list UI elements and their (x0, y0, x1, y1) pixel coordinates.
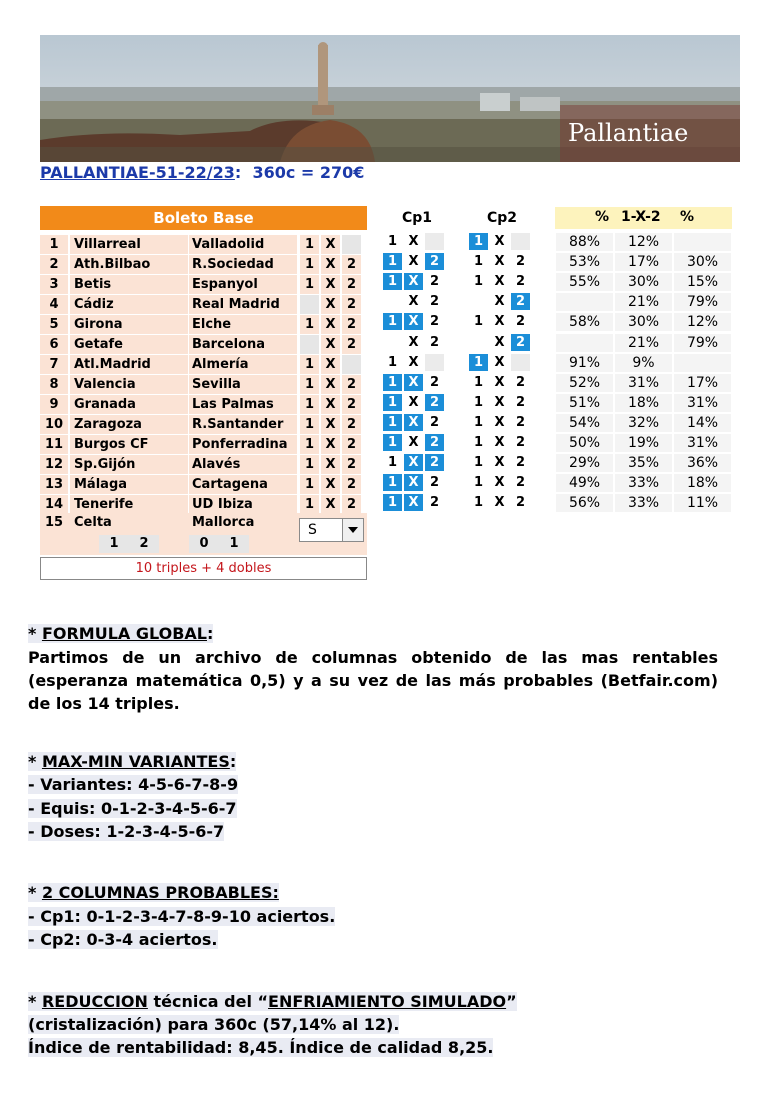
away-team: Sevilla (189, 375, 297, 394)
cp2-header: Cp2 (487, 210, 518, 226)
home-team: Sp.Gijón (70, 455, 188, 474)
cp1-cell: 2 (425, 334, 444, 351)
chevron-down-icon[interactable] (342, 519, 363, 541)
cp2-cell: X (490, 273, 509, 290)
row-number: 13 (40, 475, 68, 494)
cp1-cell: 1 (383, 313, 402, 330)
cp1-cell: 2 (425, 273, 444, 290)
boleto-row (40, 335, 367, 354)
boleto-row (40, 375, 367, 394)
cp1-cell: X (404, 233, 423, 250)
boleto-row (40, 275, 367, 294)
pct-home (556, 334, 613, 352)
pct-away: 11% (674, 494, 731, 512)
sign-2-cell[interactable]: 2 (342, 435, 361, 454)
cp1-cell: 2 (425, 293, 444, 310)
home-team: Getafe (70, 335, 188, 354)
cp2-cell: X (490, 374, 509, 391)
away-team: Ponferradina (189, 435, 297, 454)
pct-away (674, 233, 731, 251)
pct-draw: 32% (615, 414, 672, 432)
cp1-cell: X (404, 354, 423, 371)
pleno-select[interactable] (299, 518, 364, 542)
home-team: Tenerife (70, 495, 188, 514)
cp2-cell: 1 (469, 354, 488, 371)
away-team: Las Palmas (189, 395, 297, 414)
cp2-cell: X (490, 494, 509, 511)
cp2-cell: X (490, 394, 509, 411)
boleto-row (40, 455, 367, 474)
pct-home: 58% (556, 313, 613, 331)
columns-heading: * 2 COLUMNAS PROBABLES: (28, 883, 279, 902)
cp1-cell: 2 (425, 434, 444, 451)
cp2-cell: 2 (511, 414, 530, 431)
boleto-summary: 10 triples + 4 dobles (40, 557, 367, 580)
sign-2-cell[interactable]: 2 (342, 295, 361, 314)
sign-2-cell[interactable]: 2 (342, 415, 361, 434)
sign-2-cell[interactable]: 2 (342, 495, 361, 514)
sign-1-cell[interactable]: 1 (300, 395, 319, 414)
columns-line: - Cp1: 0-1-2-3-4-7-8-9-10 aciertos. (28, 907, 336, 926)
pct-away: 31% (674, 434, 731, 452)
boleto-row (40, 495, 367, 514)
cp2-cell: 2 (511, 374, 530, 391)
cp2-cell: 1 (469, 233, 488, 250)
home-team: Betis (70, 275, 188, 294)
sign-1-cell[interactable]: 1 (300, 315, 319, 334)
away-team: Cartagena (189, 475, 297, 494)
pct-draw: 21% (615, 293, 672, 311)
cp2-cell: 2 (511, 293, 530, 310)
cp2-cell: 2 (511, 474, 530, 491)
sign-x-cell[interactable]: X (321, 455, 340, 474)
cp1-cell (383, 334, 402, 351)
cp1-cell: 2 (425, 494, 444, 511)
cp2-cell: 2 (511, 454, 530, 471)
pct-home: 29% (556, 454, 613, 472)
sign-2-cell[interactable]: 2 (342, 475, 361, 494)
cp2-cell: 1 (469, 414, 488, 431)
pct-away: 31% (674, 394, 731, 412)
row-number: 10 (40, 415, 68, 434)
pct-home (556, 293, 613, 311)
boleto-row (40, 255, 367, 274)
cp2-cell: 2 (511, 434, 530, 451)
reduccion-line: Índice de rentabilidad: 8,45. Índice de calidad 8,25. (28, 1038, 494, 1057)
home-team: Cádiz (70, 295, 188, 314)
sign-2-cell[interactable] (342, 355, 361, 374)
row-number: 4 (40, 295, 68, 314)
pct-draw: 19% (615, 434, 672, 452)
pct-away: 18% (674, 474, 731, 492)
pct-home: 50% (556, 434, 613, 452)
cp1-cell: 2 (425, 394, 444, 411)
pct-draw: 30% (615, 313, 672, 331)
row-number: 6 (40, 335, 68, 354)
away-team: R.Santander (189, 415, 297, 434)
sign-1-cell[interactable]: 1 (300, 255, 319, 274)
pct-draw: 33% (615, 494, 672, 512)
pct-home: 49% (556, 474, 613, 492)
row-number: 7 (40, 355, 68, 374)
sign-1-cell[interactable]: 1 (300, 275, 319, 294)
sign-1-cell[interactable]: 1 (300, 475, 319, 494)
away-goals (189, 535, 249, 553)
cp2-cell: X (490, 293, 509, 310)
pct-away: 12% (674, 313, 731, 331)
cp2-cell: 2 (511, 253, 530, 270)
sign-1-cell[interactable]: 1 (300, 415, 319, 434)
pct-draw: 17% (615, 253, 672, 271)
boleto-row (40, 475, 367, 494)
pct-draw: 21% (615, 334, 672, 352)
cp2-cell: X (490, 233, 509, 250)
page-title (40, 163, 364, 182)
maxmin-line: - Doses: 1-2-3-4-5-6-7 (28, 822, 225, 841)
row-number: 15 (44, 515, 64, 530)
cp1-cell: 1 (383, 253, 402, 270)
home-team: Atl.Madrid (70, 355, 188, 374)
cp1-cell: 1 (383, 354, 402, 371)
home-team: Granada (70, 395, 188, 414)
formula-heading: * FORMULA GLOBAL: (28, 624, 214, 643)
sign-2-cell[interactable]: 2 (342, 455, 361, 474)
boleto-row (40, 355, 367, 374)
cp2-cell (511, 354, 530, 371)
home-team: Zaragoza (70, 415, 188, 434)
cp1-cell: 2 (425, 414, 444, 431)
cp1-cell: X (404, 414, 423, 431)
pct-away: 36% (674, 454, 731, 472)
maxmin-line: - Equis: 0-1-2-3-4-5-6-7 (28, 799, 237, 818)
pct-header-x2: 1-X-2 (621, 209, 661, 225)
cp2-cell (469, 293, 488, 310)
cp1-cell: X (404, 394, 423, 411)
pct-away: 14% (674, 414, 731, 432)
probability-header (555, 207, 732, 229)
cp1-cell: X (404, 293, 423, 310)
sign-x-cell[interactable]: X (321, 335, 340, 354)
cp1-cell: 1 (383, 434, 402, 451)
cp2-cell: X (490, 313, 509, 330)
cp2-cell: 1 (469, 313, 488, 330)
header-banner (40, 35, 740, 162)
row-number: 1 (40, 235, 68, 254)
maxmin-heading: * MAX-MIN VARIANTES: (28, 752, 237, 771)
pct-away: 15% (674, 273, 731, 291)
sign-x-cell[interactable]: X (321, 415, 340, 434)
cp2-cell (469, 334, 488, 351)
cp1-cell: 1 (383, 414, 402, 431)
boleto-row (40, 235, 367, 254)
sign-1-cell[interactable]: 1 (300, 495, 319, 514)
cp2-cell: 1 (469, 494, 488, 511)
pct-draw: 18% (615, 394, 672, 412)
away-team: R.Sociedad (189, 255, 297, 274)
away-team: Mallorca (192, 515, 255, 530)
sign-2-cell[interactable] (342, 235, 361, 254)
pct-draw: 12% (615, 233, 672, 251)
sign-x-cell[interactable]: X (321, 355, 340, 374)
boleto-row (40, 315, 367, 334)
pct-home: 91% (556, 354, 613, 372)
reduccion-heading: * REDUCCION técnica del “ENFRIAMIENTO SIMULADO” (28, 992, 517, 1011)
boleto-row (40, 395, 367, 414)
cp1-cell: 1 (383, 394, 402, 411)
cp2-cell: 1 (469, 394, 488, 411)
cp2-cell: 1 (469, 454, 488, 471)
boleto-row-15 (40, 513, 367, 555)
home-team: Burgos CF (70, 435, 188, 454)
sign-1-cell[interactable] (300, 335, 319, 354)
sign-2-cell[interactable]: 2 (342, 395, 361, 414)
cp1-cell: 1 (383, 494, 402, 511)
formula-text: Partimos de un archivo de columnas obtenido de las mas rentables (esperanza matemática 0,5) y a su vez de las más probables (Betfair.com) de los 14 triples. (28, 648, 718, 713)
pct-away: 17% (674, 374, 731, 392)
title-link[interactable]: PALLANTIAE-51-22/23 (40, 163, 235, 182)
boleto-row (40, 435, 367, 454)
pleno-select-value: S (308, 522, 317, 538)
cp2-cell: 1 (469, 374, 488, 391)
row-number: 12 (40, 455, 68, 474)
pct-away: 30% (674, 253, 731, 271)
sign-1-cell[interactable]: 1 (300, 455, 319, 474)
cp1-cell: X (404, 374, 423, 391)
cp2-cell: X (490, 414, 509, 431)
away-team: Barcelona (189, 335, 297, 354)
away-team: Almería (189, 355, 297, 374)
pct-home: 52% (556, 374, 613, 392)
pct-away: 79% (674, 334, 731, 352)
sign-2-cell[interactable]: 2 (342, 315, 361, 334)
pct-draw: 30% (615, 273, 672, 291)
reduccion-line: (cristalización) para 360c (57,14% al 12). (28, 1015, 400, 1034)
away-team: Real Madrid (189, 295, 297, 314)
row-number: 11 (40, 435, 68, 454)
sign-x-cell[interactable]: X (321, 475, 340, 494)
row-number: 5 (40, 315, 68, 334)
sign-x-cell[interactable]: X (321, 395, 340, 414)
away-team: Alavés (189, 455, 297, 474)
row-number: 14 (40, 495, 68, 514)
sign-x-cell[interactable]: X (321, 255, 340, 274)
cp2-cell: 2 (511, 313, 530, 330)
cp1-cell: X (404, 494, 423, 511)
pct-home: 51% (556, 394, 613, 412)
home-team: Girona (70, 315, 188, 334)
cp2-cell: 2 (511, 334, 530, 351)
sign-x-cell[interactable]: X (321, 315, 340, 334)
maxmin-line: - Variantes: 4-5-6-7-8-9 (28, 775, 239, 794)
away-goal-option[interactable]: 1 (229, 536, 239, 551)
home-goal-option[interactable]: 2 (139, 536, 149, 551)
sign-2-cell[interactable]: 2 (342, 335, 361, 354)
pct-home: 55% (556, 273, 613, 291)
cp1-cell: 2 (425, 374, 444, 391)
cp2-cell: 2 (511, 273, 530, 290)
cp1-cell: 1 (383, 454, 402, 471)
home-team: Celta (74, 515, 112, 530)
cp2-cell: X (490, 454, 509, 471)
sign-x-cell[interactable]: X (321, 435, 340, 454)
row-number: 2 (40, 255, 68, 274)
cp1-cell: 2 (425, 253, 444, 270)
cp1-header: Cp1 (402, 210, 433, 226)
brand-text: Pallantiae (568, 119, 689, 147)
pct-home: 54% (556, 414, 613, 432)
cp1-cell: X (404, 253, 423, 270)
sign-1-cell[interactable]: 1 (300, 235, 319, 254)
cp2-cell: 2 (511, 494, 530, 511)
sign-2-cell[interactable]: 2 (342, 275, 361, 294)
pct-draw: 31% (615, 374, 672, 392)
cp2-cell: 2 (511, 394, 530, 411)
sign-x-cell[interactable]: X (321, 495, 340, 514)
sign-1-cell[interactable] (300, 295, 319, 314)
cp2-cell: X (490, 434, 509, 451)
pct-header-2: % (680, 209, 695, 225)
boleto-header: Boleto Base (40, 206, 367, 230)
home-team: Málaga (70, 475, 188, 494)
cp1-cell (383, 293, 402, 310)
sign-2-cell[interactable]: 2 (342, 375, 361, 394)
sign-1-cell[interactable]: 1 (300, 435, 319, 454)
pct-home: 56% (556, 494, 613, 512)
home-team: Ath.Bilbao (70, 255, 188, 274)
home-goals (99, 535, 159, 553)
away-goal-option[interactable]: 0 (199, 536, 209, 551)
away-team: UD Ibiza (189, 495, 297, 514)
cp2-cell: X (490, 253, 509, 270)
cp2-cell: X (490, 474, 509, 491)
row-number: 3 (40, 275, 68, 294)
away-team: Valladolid (189, 235, 297, 254)
row-number: 9 (40, 395, 68, 414)
sign-x-cell[interactable]: X (321, 295, 340, 314)
cp1-cell (425, 233, 444, 250)
title-price: : 360c = 270€ (234, 163, 365, 182)
away-team: Espanyol (189, 275, 297, 294)
home-goal-option[interactable]: 1 (109, 536, 119, 551)
cp1-cell: X (404, 334, 423, 351)
cp1-cell: 2 (425, 313, 444, 330)
pct-home: 53% (556, 253, 613, 271)
cp1-cell: X (404, 474, 423, 491)
boleto-row (40, 295, 367, 314)
boleto-row (40, 415, 367, 434)
sign-2-cell[interactable]: 2 (342, 255, 361, 274)
cp1-cell: X (404, 454, 423, 471)
pct-header-1: % (595, 209, 610, 225)
pct-draw: 9% (615, 354, 672, 372)
cp1-cell: 1 (383, 474, 402, 491)
cp1-cell: 2 (425, 474, 444, 491)
cp2-cell: X (490, 334, 509, 351)
cp1-cell (425, 354, 444, 371)
home-team: Villarreal (70, 235, 188, 254)
away-team: Elche (189, 315, 297, 334)
home-team: Valencia (70, 375, 188, 394)
cp1-cell: 1 (383, 233, 402, 250)
pct-draw: 35% (615, 454, 672, 472)
sign-x-cell[interactable]: X (321, 375, 340, 394)
cp2-cell: 1 (469, 434, 488, 451)
cp1-cell: 1 (383, 273, 402, 290)
sign-1-cell[interactable]: 1 (300, 355, 319, 374)
boleto-base-panel (40, 206, 367, 576)
cp2-cell: 1 (469, 253, 488, 270)
cp1-cell: 1 (383, 374, 402, 391)
cp2-cell (511, 233, 530, 250)
row-number: 8 (40, 375, 68, 394)
cp2-cell: 1 (469, 474, 488, 491)
sign-x-cell[interactable]: X (321, 275, 340, 294)
cp1-cell: X (404, 273, 423, 290)
cp1-cell: 2 (425, 454, 444, 471)
cp2-cell: X (490, 354, 509, 371)
cp1-cell: X (404, 434, 423, 451)
cp2-cell: 1 (469, 273, 488, 290)
pct-away (674, 354, 731, 372)
pct-away: 79% (674, 293, 731, 311)
sign-x-cell[interactable]: X (321, 235, 340, 254)
cp1-cell: X (404, 313, 423, 330)
sign-1-cell[interactable]: 1 (300, 375, 319, 394)
landscape-illustration (40, 35, 740, 162)
pct-home: 88% (556, 233, 613, 251)
columns-line: - Cp2: 0-3-4 aciertos. (28, 930, 218, 949)
pct-draw: 33% (615, 474, 672, 492)
